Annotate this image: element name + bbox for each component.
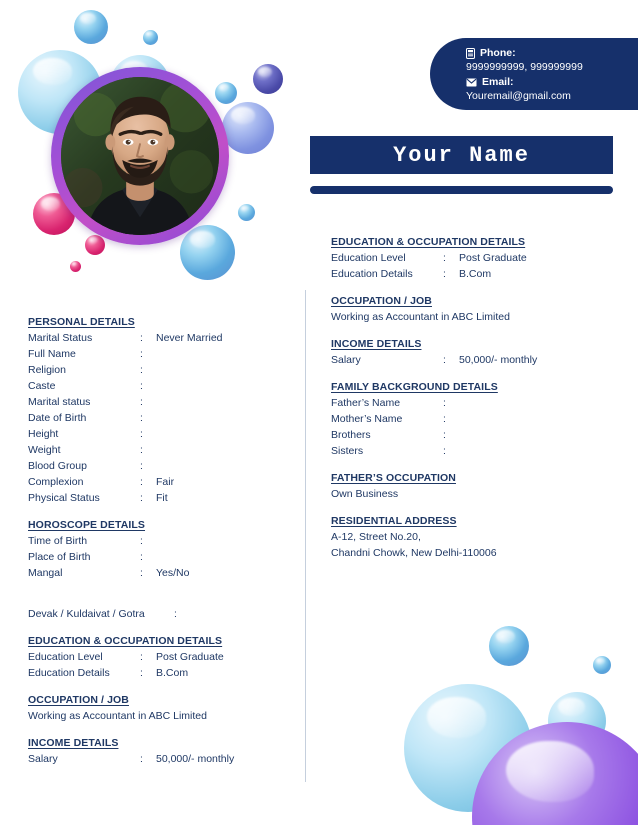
section-fathers-occupation [331, 472, 616, 502]
row-sep: : [140, 535, 143, 547]
section-heading: FATHER’S OCCUPATION [331, 472, 456, 484]
row-key: Brothers [331, 429, 371, 441]
row-key: Time of Birth [28, 535, 88, 547]
email-label-row [466, 75, 628, 89]
bubble-decoration [404, 684, 532, 812]
detail-row [28, 490, 290, 506]
row-sep: : [443, 354, 446, 366]
detail-row [28, 474, 290, 490]
row-sep: : [140, 492, 143, 504]
detail-row [28, 565, 290, 581]
section-heading: EDUCATION & OCCUPATION DETAILS [331, 236, 526, 248]
row-value [156, 442, 290, 458]
detail-row [331, 250, 616, 266]
section-devak [28, 606, 290, 622]
section-family-background [331, 381, 616, 459]
row-key: Salary [28, 753, 58, 765]
column-divider [305, 290, 306, 782]
bubble-decoration [472, 722, 638, 825]
section-income-details [331, 338, 616, 368]
spacer [28, 592, 290, 606]
row-value [156, 410, 290, 426]
row-sep: : [443, 445, 446, 457]
row-value [156, 458, 290, 474]
detail-row [28, 330, 290, 346]
envelope-icon [466, 78, 477, 87]
row-sep: : [443, 252, 446, 264]
row-sep: : [140, 332, 143, 344]
section-personal-details [28, 316, 290, 506]
row-value: 50,000/- monthly [156, 753, 235, 765]
row-sep: : [140, 348, 143, 360]
section-residential-address [331, 515, 616, 561]
row-value: Fit [156, 492, 168, 504]
contact-info-box [430, 38, 638, 110]
bubble-decoration [222, 102, 274, 154]
detail-row [28, 346, 290, 362]
section-text: Working as Accountant in ABC Limited [331, 311, 510, 323]
row-key: Marital Status [28, 332, 93, 344]
detail-row [28, 442, 290, 458]
section-occupation-job [331, 295, 616, 325]
row-sep: : [140, 567, 143, 579]
detail-row [28, 426, 290, 442]
row-key: Full Name [28, 348, 76, 360]
address-line-2: Chandni Chowk, New Delhi-110006 [331, 547, 497, 559]
section-education-occupation [28, 635, 290, 681]
section-income-details [28, 737, 290, 767]
row-sep: : [140, 753, 143, 765]
row-sep: : [140, 444, 143, 456]
address-line-1: A-12, Street No.20, [331, 531, 421, 543]
row-value [459, 443, 616, 459]
row-value: Never Married [156, 332, 223, 344]
row-value [459, 427, 616, 443]
row-key: Physical Status [28, 492, 100, 504]
row-sep: : [443, 268, 446, 280]
row-value [156, 549, 290, 565]
section-heading: OCCUPATION / JOB [331, 295, 432, 307]
detail-row [331, 443, 616, 459]
row-sep: : [140, 396, 143, 408]
row-value: Post Graduate [156, 651, 224, 663]
section-heading: PERSONAL DETAILS [28, 316, 135, 328]
name-underline-bar [310, 186, 613, 194]
bubble-decoration [215, 82, 237, 104]
row-value: Fair [156, 476, 175, 488]
row-sep: : [443, 429, 446, 441]
row-key: Devak / Kuldaivat / Gotra [28, 608, 145, 620]
bubble-decoration [74, 10, 108, 44]
profile-photo [61, 77, 219, 235]
email-value: Youremail@gmail.com [466, 90, 571, 102]
row-value [156, 426, 290, 442]
detail-row [28, 549, 290, 565]
section-horoscope-details [28, 519, 290, 581]
row-sep: : [443, 413, 446, 425]
section-heading: HOROSCOPE DETAILS [28, 519, 146, 531]
phone-value: 9999999999, 999999999 [466, 61, 583, 73]
row-sep: : [140, 667, 143, 679]
row-key: Education Level [28, 651, 103, 663]
row-key: Weight [28, 444, 61, 456]
detail-row [28, 533, 290, 549]
detail-row [28, 378, 290, 394]
phone-icon [466, 48, 475, 59]
section-heading: EDUCATION & OCCUPATION DETAILS [28, 635, 223, 647]
row-value: Post Graduate [459, 252, 527, 264]
name-banner [310, 136, 613, 174]
row-key: Height [28, 428, 59, 440]
row-sep: : [140, 460, 143, 472]
row-sep: : [140, 412, 143, 424]
email-label: Email: [482, 76, 514, 88]
detail-row [28, 606, 290, 622]
row-value: B.Com [459, 268, 492, 280]
phone-label: Phone: [480, 47, 516, 59]
row-key: Blood Group [28, 460, 87, 472]
row-value [190, 606, 290, 622]
row-key: Marital status [28, 396, 91, 408]
row-sep: : [140, 364, 143, 376]
bubble-decoration [143, 30, 158, 45]
row-value [156, 394, 290, 410]
row-key: Sisters [331, 445, 364, 457]
detail-row [28, 649, 290, 665]
row-value: 50,000/- monthly [459, 354, 538, 366]
row-key: Complexion [28, 476, 84, 488]
page-title: Your Name [393, 142, 530, 168]
detail-row [28, 410, 290, 426]
row-value [459, 395, 616, 411]
row-sep: : [174, 608, 177, 620]
phone-label-row [466, 46, 628, 60]
detail-row [331, 395, 616, 411]
row-key: Place of Birth [28, 551, 91, 563]
row-value [156, 362, 290, 378]
left-column [28, 316, 290, 780]
detail-row [331, 352, 616, 368]
section-education-occupation [331, 236, 616, 282]
row-sep: : [443, 397, 446, 409]
row-key: Religion [28, 364, 66, 376]
section-heading: INCOME DETAILS [331, 338, 422, 350]
bubble-decoration [593, 656, 611, 674]
row-value [156, 378, 290, 394]
row-sep: : [140, 651, 143, 663]
section-heading: FAMILY BACKGROUND DETAILS [331, 381, 498, 393]
bubble-decoration [489, 626, 529, 666]
row-sep: : [140, 380, 143, 392]
row-key: Education Details [28, 667, 110, 679]
row-value [156, 346, 290, 362]
row-sep: : [140, 428, 143, 440]
row-key: Caste [28, 380, 56, 392]
section-heading: INCOME DETAILS [28, 737, 119, 749]
row-value [156, 533, 290, 549]
row-key: Education Details [331, 268, 413, 280]
section-text: Working as Accountant in ABC Limited [28, 710, 207, 722]
row-sep: : [140, 476, 143, 488]
detail-row [28, 362, 290, 378]
bubble-decoration [253, 64, 283, 94]
right-column [331, 236, 616, 574]
section-heading: OCCUPATION / JOB [28, 694, 129, 706]
section-heading: RESIDENTIAL ADDRESS [331, 515, 457, 527]
row-key: Salary [331, 354, 361, 366]
row-key: Date of Birth [28, 412, 87, 424]
bubble-decoration [70, 261, 81, 272]
bubble-decoration [85, 235, 105, 255]
row-key: Mangal [28, 567, 63, 579]
row-sep: : [140, 551, 143, 563]
detail-row [331, 266, 616, 282]
detail-row [331, 427, 616, 443]
section-occupation-job [28, 694, 290, 724]
section-text: Own Business [331, 488, 399, 500]
detail-row [331, 411, 616, 427]
row-key: Father’s Name [331, 397, 401, 409]
row-value: Yes/No [156, 567, 190, 579]
row-key: Education Level [331, 252, 406, 264]
bubble-decoration [180, 225, 235, 280]
row-key: Mother’s Name [331, 413, 403, 425]
row-value [459, 411, 616, 427]
profile-photo-ring [51, 67, 229, 245]
detail-row [28, 394, 290, 410]
row-value: B.Com [156, 667, 189, 679]
bubble-decoration [548, 692, 606, 750]
detail-row [28, 751, 290, 767]
bubble-decoration [238, 204, 255, 221]
detail-row [28, 458, 290, 474]
detail-row [28, 665, 290, 681]
